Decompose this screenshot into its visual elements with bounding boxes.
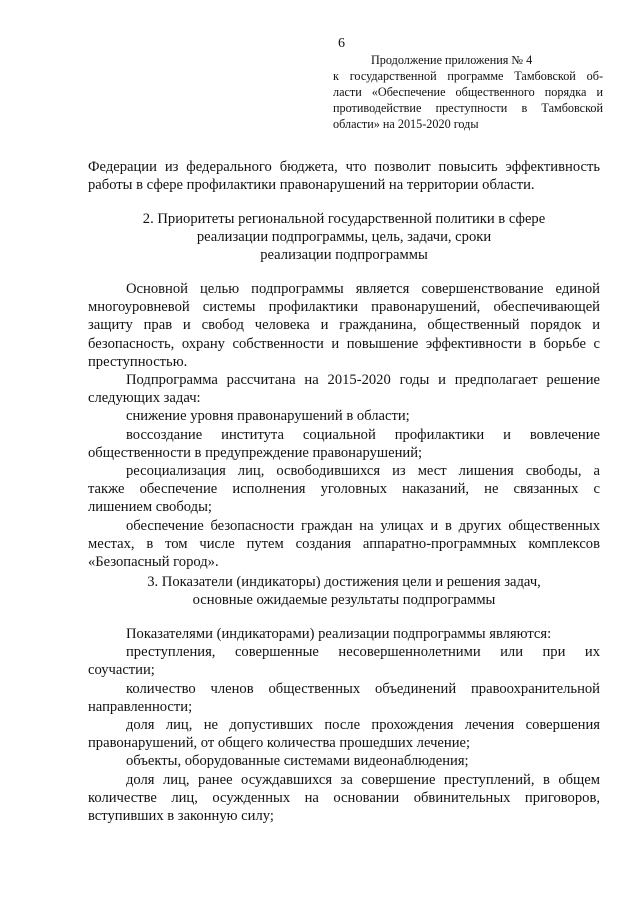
text-line: лишением свободы; [88,499,212,516]
annex-line: противодействие преступности в Тамбовской [333,101,603,115]
text-line: Федерации из федерального бюджета, что позволит повысить эффективность [88,159,600,175]
section-3-body [88,625,600,825]
section-2-heading [88,210,600,265]
annex-line: ласти «Обеспечение общественного порядка и [333,85,603,99]
text-line: правонарушений, от общего количества прошедших лечение; [88,735,471,752]
text-line: Показателями (индикаторами) реализации подпрограммы являются: [126,626,552,642]
text-line: объекты, оборудованные системами видеонаблюдения; [126,753,469,770]
text-line: доля лиц, ранее осуждавшихся за совершение преступлений, в общем [126,771,600,788]
text-line: количестве лиц, осужденных на основании обвинительных приговоров, [88,789,600,806]
heading-line: 3. Показатели (индикаторы) достижения цели и решения задач, [147,574,541,590]
heading-line: реализации подпрограммы, цель, задачи, сроки [196,229,492,246]
text-line: защиту прав и свобод человека и гражданина, общественный порядок и [88,317,600,334]
text-line: вступивших в законную силу; [88,808,274,825]
annex-line: Продолжение приложения № 4 [371,53,533,67]
heading-line: 2. Приоритеты региональной государственной политики в сфере [142,211,546,227]
page-number: 6 [338,36,345,51]
text-line: местах, в том числе путем создания аппаратно-программных комплексов [88,535,600,552]
text-line: снижение уровня правонарушений в области; [126,408,410,425]
text-line: преступностью. [88,353,188,370]
text-line: работы в сфере профилактики правонарушений на территории области. [88,177,535,194]
text-line: ресоциализация лиц, освободившихся из мест лишения свободы, а [126,463,600,480]
annex-header [333,52,603,132]
text-line: многоуровневой системы профилактики правонарушений, обеспечивающей [88,299,600,316]
text-line: общественности в предупреждение правонарушений; [88,444,423,461]
section-3-heading [88,573,600,609]
text-line: Основной целью подпрограммы является совершенствование единой [126,281,600,297]
text-line: воссоздание института социальной профилактики и вовлечение [126,426,600,443]
text-line: Подпрограмма рассчитана на 2015-2020 годы и предполагает решение [126,372,600,389]
annex-line: к государственной программе Тамбовской об- [333,69,603,83]
heading-line: реализации подпрограммы [260,247,428,264]
intro-paragraph [88,158,600,194]
text-line: также обеспечение исполнения уголовных наказаний, не связанных с [88,481,600,498]
text-line: преступления, совершенные несовершеннолетними или при их [126,644,600,661]
text-line: безопасность, охрану собственности и повышение эффективности в борьбе с [88,335,600,352]
text-line: соучастии; [88,662,155,679]
text-line: доля лиц, не допустивших после прохождения лечения совершения [126,717,600,734]
heading-line: основные ожидаемые результаты подпрограммы [192,592,496,609]
text-line: «Безопасный город». [88,554,219,571]
text-line: направленности; [88,698,193,715]
annex-line: области» на 2015-2020 годы [333,117,479,131]
text-line: следующих задач: [88,390,201,407]
section-2-body [88,280,600,571]
text-line: обеспечение безопасности граждан на улицах и в других общественных [126,517,600,534]
text-line: количество членов общественных объединений правоохранительной [126,680,600,697]
